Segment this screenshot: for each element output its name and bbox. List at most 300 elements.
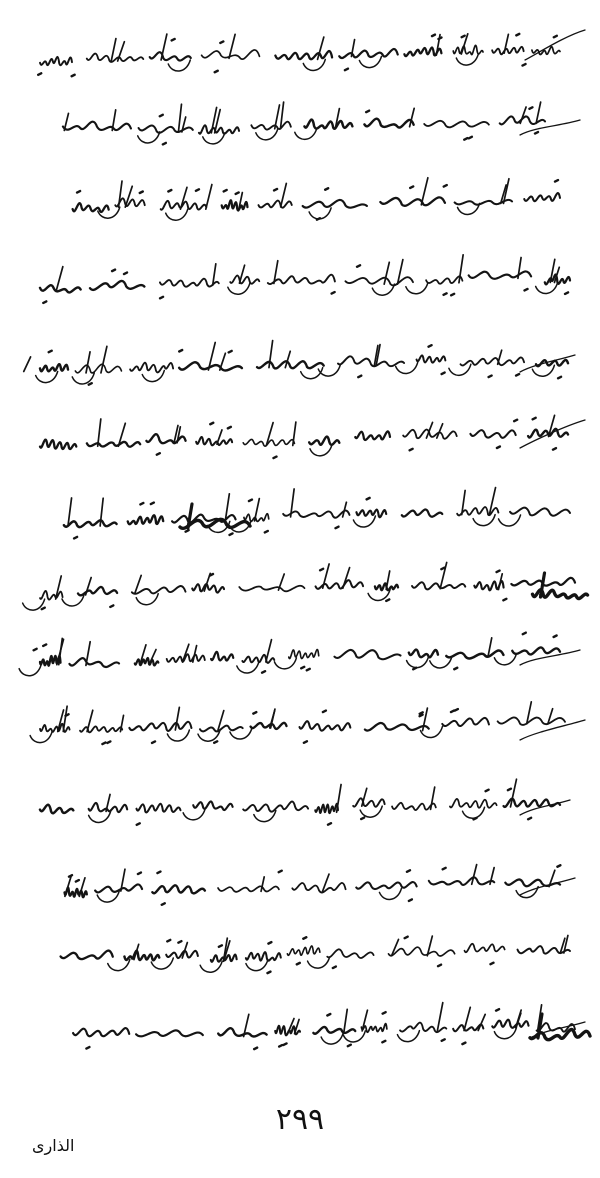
dot-stroke — [413, 668, 416, 670]
dot-stroke — [348, 1045, 351, 1047]
descender-stroke — [310, 445, 332, 456]
dot-stroke — [438, 965, 441, 967]
dot-stroke — [152, 741, 155, 743]
word-stroke — [78, 587, 117, 595]
word-stroke — [193, 802, 232, 810]
word-stroke — [136, 1030, 203, 1036]
dot-stroke — [163, 143, 166, 145]
marginal-notes — [520, 30, 585, 1038]
word-stroke — [338, 356, 404, 366]
word-stroke — [218, 886, 279, 892]
dot-stroke — [407, 870, 410, 872]
dot-stroke — [273, 457, 276, 459]
ascender-stroke — [193, 646, 197, 662]
ascender-stroke — [183, 644, 189, 662]
word-stroke — [251, 122, 290, 130]
word-stroke — [40, 285, 81, 292]
ascender-stroke — [464, 1007, 470, 1030]
word-stroke — [161, 201, 207, 210]
dot-stroke — [327, 1014, 330, 1016]
dot-stroke — [303, 937, 306, 939]
descender-stroke — [463, 807, 485, 818]
dot-stroke — [528, 818, 531, 820]
word-stroke — [139, 125, 193, 132]
dot-stroke — [230, 533, 233, 535]
dot-stroke — [297, 963, 300, 965]
word-stroke — [364, 119, 413, 128]
word-stroke — [453, 45, 483, 54]
word-stroke — [460, 357, 524, 365]
dot-stroke — [441, 568, 444, 570]
dot-stroke — [151, 503, 154, 505]
dot-stroke — [496, 1009, 499, 1011]
dot-stroke — [34, 649, 37, 651]
dot-stroke — [328, 823, 331, 825]
dot-stroke — [474, 818, 477, 820]
dot-stroke — [110, 605, 113, 607]
text-line — [65, 865, 561, 905]
ascender-stroke — [178, 104, 181, 132]
word-stroke — [289, 650, 319, 659]
word-stroke — [199, 125, 239, 133]
dot-stroke — [214, 741, 217, 743]
dot-stroke — [558, 377, 561, 379]
dot-stroke — [49, 351, 52, 353]
dot-stroke — [489, 376, 492, 378]
word-stroke — [90, 281, 144, 290]
descender-stroke — [353, 516, 375, 527]
dot-stroke — [529, 107, 532, 109]
dot-stroke — [410, 449, 413, 451]
dot-stroke — [565, 292, 568, 294]
word-stroke — [287, 946, 320, 955]
word-stroke — [40, 57, 72, 65]
dot-stroke — [160, 297, 163, 299]
word-stroke — [412, 582, 465, 589]
dot-stroke — [358, 376, 361, 378]
ascender-stroke — [437, 1003, 442, 1031]
word-stroke — [283, 511, 349, 518]
dot-stroke — [168, 190, 171, 192]
dot-stroke — [124, 273, 127, 275]
dot-stroke — [102, 743, 105, 745]
descender-stroke — [246, 960, 268, 971]
descender-stroke — [430, 657, 452, 668]
dot-stroke — [554, 36, 557, 38]
descender-stroke — [494, 1028, 516, 1039]
word-stroke — [356, 882, 416, 889]
word-stroke — [339, 49, 397, 58]
text-line — [38, 34, 560, 76]
word-stroke — [196, 437, 232, 445]
text-line — [73, 1003, 575, 1049]
ascender-stroke — [431, 787, 435, 809]
text-line — [24, 341, 568, 385]
word-stroke — [128, 515, 163, 524]
text-line — [63, 102, 545, 144]
dot-stroke — [76, 880, 79, 882]
ascender-stroke — [520, 107, 526, 123]
word-stroke — [61, 951, 113, 960]
word-stroke — [40, 364, 68, 371]
ascender-stroke — [440, 562, 447, 588]
descender-stroke — [308, 957, 330, 968]
dot-stroke — [332, 292, 335, 294]
dot-stroke — [464, 138, 467, 140]
ascender-stroke — [180, 187, 186, 209]
descender-stroke — [136, 594, 158, 605]
margin-note-stroke — [520, 720, 585, 740]
dot-stroke — [325, 188, 328, 190]
ascender-stroke — [275, 105, 280, 129]
descender-stroke — [142, 371, 164, 382]
dot-stroke — [172, 39, 175, 41]
dot-stroke — [451, 294, 454, 296]
dot-stroke — [43, 644, 46, 646]
descender-stroke — [301, 368, 323, 379]
descender-stroke — [228, 283, 250, 294]
word-stroke — [313, 1027, 355, 1034]
descender-stroke — [397, 1031, 419, 1042]
word-stroke — [402, 510, 442, 517]
descender-stroke — [360, 806, 382, 817]
dot-stroke — [533, 418, 536, 420]
dot-stroke — [357, 265, 360, 267]
word-stroke — [200, 726, 243, 732]
word-stroke — [257, 361, 324, 368]
text-line — [40, 415, 568, 458]
dot-stroke — [366, 111, 369, 113]
dot-stroke — [497, 571, 500, 573]
descender-stroke — [89, 811, 111, 822]
catchword: الذاری — [32, 1136, 75, 1155]
dot-stroke — [228, 427, 231, 429]
dot-stroke — [157, 872, 160, 874]
descender-stroke — [368, 589, 390, 600]
dot-stroke — [455, 709, 458, 711]
dot-stroke — [186, 530, 189, 532]
descender-stroke — [19, 665, 41, 676]
dot-stroke — [523, 64, 526, 66]
dot-stroke — [508, 789, 511, 791]
word-stroke — [132, 586, 186, 594]
descender-stroke — [494, 654, 516, 665]
ascender-stroke — [86, 642, 90, 666]
margin-note-stroke — [525, 30, 585, 60]
dot-stroke — [69, 875, 72, 877]
dot-stroke — [86, 1047, 89, 1049]
word-stroke — [239, 586, 304, 592]
word-stroke — [135, 658, 159, 665]
dot-stroke — [386, 599, 389, 601]
dot-stroke — [514, 420, 517, 422]
dot-stroke — [249, 500, 252, 502]
word-stroke — [73, 1028, 129, 1036]
dot-stroke — [345, 69, 348, 71]
dot-stroke — [410, 186, 413, 188]
ascender-stroke — [421, 178, 428, 205]
dot-stroke — [486, 790, 489, 792]
ascender-stroke — [281, 183, 287, 207]
dot-stroke — [432, 35, 435, 37]
descender-stroke — [303, 59, 325, 70]
word-stroke — [40, 724, 70, 732]
dot-stroke — [38, 73, 41, 75]
word-stroke — [211, 652, 233, 661]
word-stroke — [69, 658, 119, 667]
dot-stroke — [462, 36, 465, 38]
word-stroke — [512, 647, 560, 654]
dot-stroke — [535, 132, 538, 134]
word-stroke — [492, 47, 523, 54]
dot-stroke — [215, 71, 218, 73]
word-stroke — [498, 717, 565, 724]
word-stroke — [356, 510, 386, 518]
word-stroke — [492, 1020, 528, 1028]
text-line — [40, 779, 560, 825]
dot-stroke — [442, 373, 445, 375]
word-stroke — [222, 200, 248, 210]
dot-stroke — [140, 191, 143, 193]
descender-stroke — [407, 657, 429, 668]
word-stroke — [40, 805, 73, 813]
ascender-stroke — [64, 113, 68, 130]
descender-stroke — [379, 888, 401, 899]
dot-stroke — [274, 189, 277, 191]
word-stroke — [334, 650, 400, 659]
text-lines — [19, 34, 590, 1049]
text-line — [64, 488, 570, 539]
word-stroke — [380, 197, 445, 206]
dot-stroke — [66, 714, 69, 716]
word-stroke — [40, 591, 63, 600]
word-stroke — [243, 439, 294, 446]
descender-stroke — [167, 730, 189, 741]
dot-stroke — [210, 574, 213, 576]
word-stroke — [75, 364, 121, 373]
dot-stroke — [219, 945, 222, 947]
word-stroke — [150, 52, 191, 60]
word-stroke — [136, 804, 180, 813]
dot-stroke — [162, 903, 165, 905]
dot-stroke — [112, 270, 115, 272]
word-stroke — [303, 200, 367, 208]
dot-stroke — [409, 899, 412, 901]
descender-stroke — [532, 365, 554, 376]
dot-stroke — [490, 963, 493, 965]
ascender-stroke — [56, 267, 63, 292]
dot-stroke — [323, 711, 326, 713]
word-stroke — [365, 723, 429, 731]
word-stroke — [392, 803, 436, 810]
dot-stroke — [220, 41, 223, 43]
descender-stroke — [274, 658, 296, 669]
word-stroke — [355, 431, 390, 439]
dot-stroke — [210, 423, 213, 425]
dot-stroke — [254, 1048, 257, 1050]
dot-stroke — [444, 293, 447, 295]
ascender-stroke — [386, 571, 390, 589]
word-stroke — [268, 275, 335, 284]
ascender-stroke — [220, 353, 226, 370]
word-stroke — [251, 723, 287, 729]
word-stroke — [353, 798, 384, 806]
ascender-stroke — [472, 865, 477, 885]
word-stroke — [258, 201, 291, 208]
dot-stroke — [224, 190, 227, 192]
word-stroke — [429, 877, 494, 885]
ascender-stroke — [98, 419, 101, 446]
descender-stroke — [183, 809, 205, 820]
descender-stroke — [168, 60, 190, 71]
dot-stroke — [442, 1039, 445, 1041]
dot-stroke — [516, 34, 519, 36]
dot-stroke — [253, 712, 256, 714]
word-stroke — [424, 121, 489, 128]
dot-stroke — [89, 383, 92, 385]
descender-stroke — [321, 1033, 343, 1044]
word-stroke — [345, 277, 413, 285]
dot-stroke — [267, 972, 270, 974]
dot-stroke — [553, 448, 556, 450]
dot-stroke — [383, 1012, 386, 1014]
word-stroke — [417, 355, 446, 362]
ascender-stroke — [87, 710, 93, 731]
dot-stroke — [43, 301, 46, 303]
word-stroke — [64, 520, 117, 527]
text-line — [61, 935, 570, 973]
word-stroke — [130, 363, 173, 373]
dot-stroke — [420, 712, 423, 714]
dot-stroke — [72, 75, 75, 77]
folio-number: ۲۹۹ — [275, 1102, 325, 1137]
word-stroke — [510, 508, 570, 516]
dot-stroke — [557, 865, 560, 867]
ascender-stroke — [206, 185, 212, 210]
ascender-stroke — [343, 568, 350, 589]
dot-stroke — [469, 137, 472, 139]
text-line — [73, 178, 560, 220]
word-stroke — [230, 275, 259, 283]
word-stroke — [87, 54, 143, 62]
dot-stroke — [74, 537, 77, 539]
ascender-stroke — [498, 350, 502, 364]
dot-stroke — [525, 289, 528, 291]
word-stroke — [388, 947, 454, 956]
word-stroke — [315, 804, 338, 813]
descender-stroke — [200, 961, 222, 972]
dot-stroke — [236, 192, 239, 194]
descender-stroke — [372, 284, 394, 295]
dot-stroke — [301, 667, 304, 669]
dot-stroke — [382, 1041, 385, 1043]
word-stroke — [40, 440, 76, 449]
word-stroke — [152, 885, 204, 893]
descender-stroke — [359, 56, 381, 67]
dot-stroke — [462, 1043, 465, 1045]
dot-stroke — [178, 941, 181, 943]
ascender-stroke — [24, 357, 31, 372]
dot-stroke — [444, 185, 447, 187]
word-stroke — [292, 883, 345, 893]
word-stroke — [73, 203, 109, 212]
word-stroke — [524, 193, 560, 201]
word-stroke — [327, 949, 373, 958]
dot-stroke — [279, 871, 282, 873]
descender-stroke — [203, 133, 225, 144]
word-stroke — [299, 721, 350, 730]
dot-stroke — [107, 741, 110, 743]
descender-stroke — [62, 595, 84, 606]
dot-stroke — [516, 374, 519, 376]
dot-stroke — [405, 937, 408, 939]
descender-stroke — [406, 283, 428, 294]
dot-stroke — [77, 191, 80, 193]
ascender-stroke — [337, 785, 341, 813]
dot-stroke — [333, 967, 336, 969]
dot-stroke — [454, 668, 457, 670]
dot-stroke — [555, 180, 558, 182]
word-stroke — [275, 51, 332, 59]
descender-stroke — [449, 364, 471, 375]
word-stroke — [63, 122, 131, 130]
dot-stroke — [138, 873, 141, 875]
ascender-stroke — [344, 1009, 347, 1033]
word-stroke — [309, 437, 339, 445]
dot-stroke — [336, 527, 339, 529]
ascender-stroke — [161, 34, 167, 60]
dot-stroke — [167, 940, 170, 942]
word-stroke — [426, 276, 462, 283]
dot-stroke — [262, 671, 265, 673]
dot-stroke — [451, 711, 454, 713]
dot-stroke — [284, 1043, 287, 1045]
descender-stroke — [166, 209, 188, 220]
dot-stroke — [320, 569, 323, 571]
descender-stroke — [36, 372, 58, 383]
text-line — [40, 255, 570, 303]
dot-stroke — [367, 498, 370, 500]
descender-stroke — [30, 732, 52, 743]
word-stroke — [218, 1028, 266, 1036]
dot-stroke — [429, 345, 432, 347]
descender-stroke — [237, 662, 259, 673]
dot-stroke — [554, 635, 557, 637]
word-stroke — [87, 442, 140, 447]
word-stroke — [450, 799, 497, 808]
word-stroke — [409, 650, 438, 658]
text-line — [19, 633, 560, 676]
margin-note-stroke — [520, 120, 580, 135]
descender-stroke — [499, 515, 521, 526]
dot-stroke — [317, 218, 320, 220]
dot-stroke — [42, 608, 45, 610]
ascender-stroke — [111, 39, 116, 61]
descender-stroke — [473, 515, 495, 526]
dot-stroke — [361, 818, 364, 820]
descender-stroke — [295, 128, 317, 139]
word-stroke — [246, 952, 281, 961]
dot-stroke — [179, 350, 182, 352]
dot-stroke — [523, 633, 526, 635]
dot-stroke — [307, 669, 310, 671]
dot-stroke — [438, 38, 441, 40]
word-stroke — [146, 434, 185, 443]
descender-stroke — [138, 132, 160, 143]
dot-stroke — [268, 942, 271, 944]
descender-stroke — [456, 54, 478, 65]
dot-stroke — [157, 453, 160, 455]
